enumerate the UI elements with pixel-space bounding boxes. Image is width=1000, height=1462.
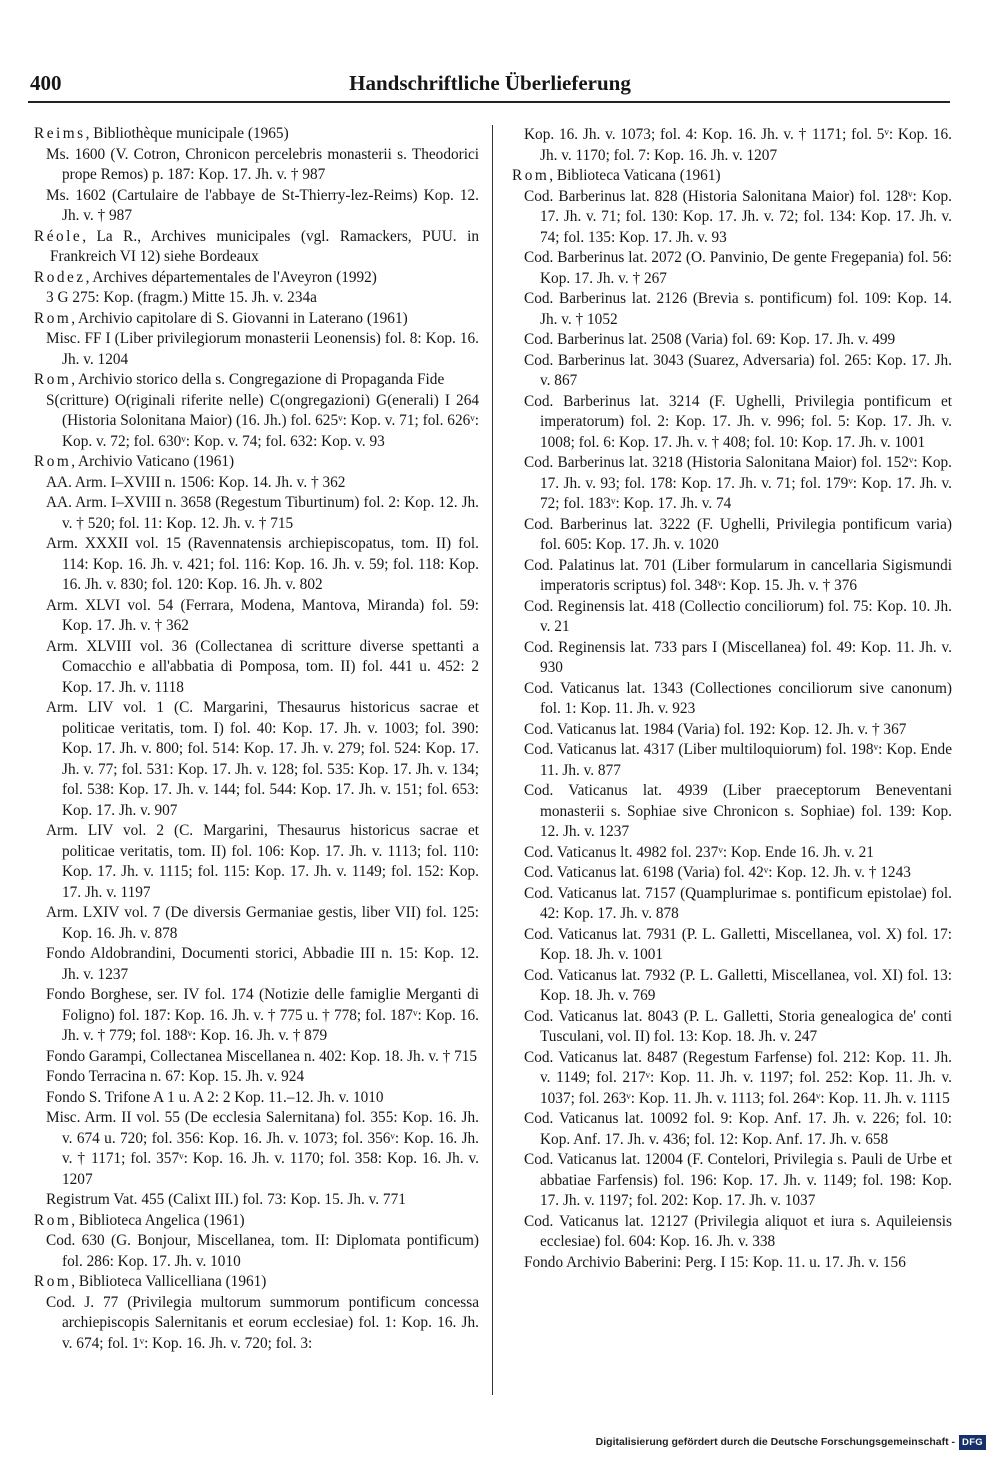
- manuscript-entry: [34, 1108, 479, 1190]
- manuscript-entry: [512, 248, 952, 289]
- entry-text: Ms. 1602 (Cartulaire de l'abbaye de St-Thierry-lez-Reims) Kop. 12. Jh. v. † 987: [46, 186, 479, 224]
- manuscript-entry: [34, 391, 479, 453]
- manuscript-entry: [512, 1048, 952, 1110]
- column-divider: [492, 125, 493, 1395]
- manuscript-entry: [512, 125, 952, 166]
- manuscript-entry: [34, 1190, 479, 1211]
- entry-text: AA. Arm. I–XVIII n. 1506: Kop. 14. Jh. v. † 362: [46, 473, 346, 491]
- manuscript-entry: [34, 944, 479, 985]
- footer: [596, 1432, 986, 1452]
- library-heading: [512, 166, 952, 187]
- entry-text: Cod. Barberinus lat. 2508 (Varia) fol. 69: Kop. 17. Jh. v. 499: [524, 331, 896, 348]
- manuscript-entry: [512, 966, 952, 1007]
- entry-text: Arm. LXIV vol. 7 (De diversis Germaniae gestis, liber VII) fol. 125: Kop. 16. Jh. v. 878: [46, 904, 479, 942]
- library-heading: [34, 268, 479, 289]
- manuscript-entry: [34, 985, 479, 1047]
- manuscript-entry: [512, 1253, 952, 1274]
- entry-text: , Biblioteca Vallicelliana (1961): [71, 1273, 267, 1290]
- entry-text: , Archivio capitolare di S. Giovanni in Laterano (1961): [71, 309, 408, 327]
- city-name: Rodez: [34, 268, 86, 286]
- entry-text: Cod. Vaticanus lat. 1343 (Collectiones conciliorum sive canonum) fol. 1: Kop. 11. Jh. v. 923: [524, 679, 952, 717]
- manuscript-entry: [512, 1212, 952, 1253]
- entry-text: Cod. Vaticanus lat. 7931 (P. L. Galletti, Miscellanea, vol. X) fol. 17: Kop. 18. Jh. v. 1001: [524, 925, 952, 963]
- manuscript-entry: [512, 884, 952, 925]
- manuscript-entry: [34, 493, 479, 534]
- entry-text: Cod. Vaticanus lat. 4317 (Liber multiloquiorum) fol. 198ᵛ: Kop. Ende 11. Jh. v. 877: [524, 741, 952, 779]
- entry-text: Ms. 1600 (V. Cotron, Chronicon percelebris monasterii s. Theodorici prope Remos) p. 187: Kop. 17. Jh. v. † 987: [46, 145, 479, 183]
- manuscript-entry: [512, 720, 952, 741]
- entry-text: Fondo Archivio Baberini: Perg. I 15: Kop. 11. u. 17. Jh. v. 156: [524, 1253, 906, 1271]
- entry-text: Cod. Barberinus lat. 2072 (O. Panvinio, De gente Fregepania) fol. 56: Kop. 17. Jh. v. † 267: [524, 249, 952, 287]
- entry-text: , La R., Archives municipales (vgl. Ramackers, PUU. in Frankreich VI 12) siehe Bordeaux: [50, 227, 479, 265]
- city-name: Rom: [512, 167, 550, 184]
- entry-text: Arm. XXXII vol. 15 (Ravennatensis archiepiscopatus, tom. II) fol. 114: Kop. 16. Jh. v. 421; fol. 116: Kop. 16. Jh. v. 59; fol. 118: Kop. 16. Jh. v. 830; fol. 120: Kop. 16. Jh. v. 802: [46, 535, 479, 593]
- manuscript-entry: [512, 843, 952, 864]
- entry-text: Fondo Terracina n. 67: Kop. 15. Jh. v. 924: [46, 1068, 305, 1085]
- manuscript-entry: [34, 596, 479, 637]
- manuscript-entry: [512, 597, 952, 638]
- entry-text: Fondo Garampi, Collectanea Miscellanea n. 402: Kop. 18. Jh. v. † 715: [46, 1047, 478, 1065]
- page-header: [30, 70, 950, 100]
- entry-text: , Archivio Vaticano (1961): [71, 453, 235, 470]
- entry-text: Arm. LIV vol. 1 (C. Margarini, Thesaurus historicus sacrae et politicae veritatis, tom. I) fol. 40: Kop. 17. Jh. v. 1003; fol. 390: Kop. 17. Jh. v. 800; fol. 514: Kop. 17. Jh. v. 279; fol. 524: Kop. 17. Jh. v. 77; fol. 531: Kop. 17. Jh. v. 128; fol. 535: Kop. 17. Jh. v. 134; fol. 538: Kop. 17. Jh. v. 144; fol. 544: Kop. 17. Jh. v. 151; fol. 653: Kop. 17. Jh. v. 907: [46, 699, 479, 819]
- entry-text: Kop. 16. Jh. v. 1073; fol. 4: Kop. 16. Jh. v. † 1171; fol. 5ᵛ: Kop. 16. Jh. v. 1170; fol. 7: Kop. 16. Jh. v. 1207: [524, 126, 952, 164]
- manuscript-entry: [512, 1007, 952, 1048]
- manuscript-entry: [34, 534, 479, 596]
- entry-text: Cod. Barberinus lat. 2126 (Brevia s. pontificum) fol. 109: Kop. 14. Jh. v. † 1052: [524, 290, 952, 328]
- left-column: [34, 124, 479, 1354]
- entry-text: , Biblioteca Angelica (1961): [71, 1211, 245, 1229]
- manuscript-entry: [512, 187, 952, 249]
- entry-text: AA. Arm. I–XVIII n. 3658 (Regestum Tiburtinum) fol. 2: Kop. 12. Jh. v. † 520; fol. 11: Kop. 12. Jh. v. † 715: [46, 494, 479, 532]
- manuscript-entry: [34, 903, 479, 944]
- entry-text: Cod. Vaticanus lat. 8487 (Regestum Farfense) fol. 212: Kop. 11. Jh. v. 1149; fol. 217ᵛ: Kop. 11. Jh. v. 1197; fol. 252: Kop. 11. Jh. v. 1037; fol. 263ᵛ: Kop. 11. Jh. v. 1113; fol. 264ᵛ: Kop. 11. Jh. v. 1115: [524, 1048, 952, 1107]
- entry-text: Cod. Reginensis lat. 418 (Collectio conciliorum) fol. 75: Kop. 10. Jh. v. 21: [524, 597, 952, 635]
- library-heading: [34, 452, 479, 473]
- city-name: Rom: [34, 371, 72, 388]
- entry-text: Cod. Palatinus lat. 701 (Liber formularum in cancellaria Sigismundi imperatoris scriptus) fol. 348ᵛ: Kop. 15. Jh. v. † 376: [524, 556, 952, 594]
- manuscript-entry: [34, 1067, 479, 1088]
- entry-text: Cod. Vaticanus lat. 1984 (Varia) fol. 192: Kop. 12. Jh. v. † 367: [524, 720, 907, 738]
- entry-text: Cod. Barberinus lat. 828 (Historia Salonitana Maior) fol. 128ᵛ: Kop. 17. Jh. v. 71; fol. 130: Kop. 17. Jh. v. 72; fol. 134: Kop. 17. Jh. v. 74; fol. 135: Kop. 17. Jh. v. 93: [524, 187, 952, 246]
- entry-text: , Biblioteca Vaticana (1961): [549, 167, 721, 184]
- page-number: 400: [30, 71, 62, 95]
- manuscript-entry: [34, 186, 479, 227]
- entry-text: 3 G 275: Kop. (fragm.) Mitte 15. Jh. v. 234a: [46, 289, 317, 306]
- library-heading: [34, 309, 479, 330]
- manuscript-entry: [34, 821, 479, 903]
- entry-text: Cod. Barberinus lat. 3222 (F. Ughelli, Privilegia pontificum varia) fol. 605: Kop. 17. Jh. v. 1020: [524, 515, 952, 553]
- city-name: Reims: [34, 125, 86, 142]
- footer-credit: Digitalisierung gefördert durch die Deutsche Forschungsgemeinschaft -: [595, 1436, 956, 1448]
- dfg-logo: DFG: [959, 1435, 986, 1450]
- entry-text: Arm. XLVIII vol. 36 (Collectanea di scritture diverse spettanti a Comacchio e all'abbatia di Pomposa, tom. II) fol. 441 u. 452: 2 Kop. 17. Jh. v. 1118: [46, 637, 479, 696]
- manuscript-entry: [512, 351, 952, 392]
- entry-text: Fondo Borghese, ser. IV fol. 174 (Notizie delle famiglie Merganti di Foligno) fol. 187: Kop. 16. Jh. v. † 775 u. † 778; fol. 187ᵛ: Kop. 16. Jh. v. † 779; fol. 188ᵛ: Kop. 16. Jh. v. † 879: [46, 986, 479, 1044]
- manuscript-entry: [34, 473, 479, 494]
- manuscript-entry: [512, 638, 952, 679]
- entry-text: Cod. Vaticanus lt. 4982 fol. 237ᵛ: Kop. Ende 16. Jh. v. 21: [524, 843, 874, 861]
- running-title: Handschriftliche Überlieferung: [349, 71, 631, 95]
- entry-text: Arm. XLVI vol. 54 (Ferrara, Modena, Mantova, Miranda) fol. 59: Kop. 17. Jh. v. † 362: [46, 596, 479, 634]
- manuscript-entry: [512, 556, 952, 597]
- manuscript-entry: [34, 329, 479, 370]
- entry-text: Cod. Barberinus lat. 3214 (F. Ughelli, Privilegia pontificum et imperatorum) fol. 2: Kop. 17. Jh. v. 996; fol. 5: Kop. 17. Jh. v. 1008; fol. 6: Kop. 17. Jh. v. † 408; fol. 10: Kop. 17. Jh. v. 1001: [524, 392, 952, 451]
- manuscript-entry: [512, 781, 952, 843]
- library-heading: [34, 1211, 479, 1232]
- entry-text: Cod. J. 77 (Privilegia multorum summorum pontificum concessa archiepiscopis Salernitanis et eorum ecclesiae) fol. 1: Kop. 16. Jh. v. 674; fol. 1ᵛ: Kop. 16. Jh. v. 720; fol. 3:: [46, 1293, 479, 1352]
- manuscript-entry: [512, 1109, 952, 1150]
- entry-text: Cod. Vaticanus lat. 4939 (Liber praeceptorum Beneventani monasterii s. Sophiae sive Chronicon s. Sophiae) fol. 139: Kop. 12. Jh. v. 1237: [524, 782, 952, 840]
- manuscript-entry: [512, 679, 952, 720]
- entry-text: Cod. Vaticanus lat. 6198 (Varia) fol. 42ᵛ: Kop. 12. Jh. v. † 1243: [524, 864, 911, 881]
- entry-text: Cod. Vaticanus lat. 7932 (P. L. Galletti, Miscellanea, vol. XI) fol. 13: Kop. 18. Jh. v. 769: [524, 966, 952, 1004]
- entry-text: Fondo Aldobrandini, Documenti storici, Abbadie III n. 15: Kop. 12. Jh. v. 1237: [46, 945, 479, 983]
- entry-text: , Archivio storico della s. Congregazione di Propaganda Fide: [71, 371, 445, 388]
- entry-text: Cod. Barberinus lat. 3218 (Historia Salonitana Maior) fol. 152ᵛ: Kop. 17. Jh. v. 93; fol. 178: Kop. 17. Jh. v. 71; fol. 179ᵛ: Kop. 17. Jh. v. 72; fol. 183ᵛ: Kop. 17. Jh. v. 74: [524, 454, 952, 512]
- manuscript-entry: [34, 698, 479, 821]
- entry-text: Cod. Vaticanus lat. 12004 (F. Contelori, Privilegia s. Pauli de Urbe et abbatiae Farfensis) fol. 196: Kop. 17. Jh. v. 1149; fol. 198: Kop. 17. Jh. v. 1197; fol. 202: Kop. 17. Jh. v. 1037: [524, 1151, 952, 1209]
- library-heading: [34, 1272, 479, 1293]
- entry-text: Cod. Barberinus lat. 3043 (Suarez, Adversaria) fol. 265: Kop. 17. Jh. v. 867: [524, 351, 952, 389]
- entry-text: Cod. Reginensis lat. 733 pars I (Miscellanea) fol. 49: Kop. 11. Jh. v. 930: [524, 638, 952, 676]
- entry-text: Cod. 630 (G. Bonjour, Miscellanea, tom. II: Diplomata pontificum) fol. 286: Kop. 17. Jh. v. 1010: [46, 1232, 479, 1270]
- manuscript-entry: [34, 1088, 479, 1109]
- manuscript-entry: [512, 289, 952, 330]
- entry-text: S(critture) O(riginali riferite nelle) C(ongregazioni) G(enerali) I 264 (Historia Solonitana Maior) (16. Jh.) fol. 625ᵛ: Kop. v. 71; fol. 626ᵛ: Kop. v. 72; fol. 630ᵛ: Kop. v. 74; fol. 632: Kop. v. 93: [46, 391, 479, 450]
- entry-text: Cod. Vaticanus lat. 7157 (Quamplurimae s. pontificum epistolae) fol. 42: Kop. 17. Jh. v. 878: [524, 884, 952, 922]
- entry-text: Cod. Vaticanus lat. 12127 (Privilegia aliquot et iura s. Aquileiensis ecclesiae) fol. 604: Kop. 16. Jh. v. 338: [524, 1212, 952, 1250]
- manuscript-entry: [512, 863, 952, 884]
- city-name: Rom: [34, 1273, 72, 1290]
- manuscript-entry: [512, 515, 952, 556]
- entry-text: , Bibliothèque municipale (1965): [85, 125, 289, 142]
- entry-text: Fondo S. Trifone A 1 u. A 2: 2 Kop. 11.–12. Jh. v. 1010: [46, 1088, 384, 1106]
- manuscript-entry: [34, 1231, 479, 1272]
- library-heading: [34, 227, 479, 268]
- library-heading: [34, 124, 479, 145]
- manuscript-entry: [512, 392, 952, 454]
- manuscript-entry: [512, 330, 952, 351]
- entry-text: Misc. FF I (Liber privilegiorum monasterii Leonensis) fol. 8: Kop. 16. Jh. v. 1204: [46, 330, 479, 368]
- entry-text: Misc. Arm. II vol. 55 (De ecclesia Salernitana) fol. 355: Kop. 16. Jh. v. 674 u. 720; fol. 356: Kop. 16. Jh. v. 1073; fol. 356ᵛ: Kop. 16. Jh. v. † 1171; fol. 357ᵛ: Kop. 16. Jh. v. 1170; fol. 358: Kop. 16. Jh. v. 1207: [46, 1109, 479, 1188]
- manuscript-entry: [34, 288, 479, 309]
- entry-text: Cod. Vaticanus lat. 8043 (P. L. Galletti, Storia genealogica de' conti Tusculani, vol. II) fol. 13: Kop. 18. Jh. v. 247: [524, 1007, 952, 1045]
- entry-text: , Archives départementales de l'Aveyron (1992): [85, 268, 377, 286]
- city-name: Rom: [34, 1211, 72, 1229]
- manuscript-entry: [34, 145, 479, 186]
- manuscript-entry: [512, 453, 952, 515]
- library-heading: [34, 370, 479, 391]
- manuscript-entry: [512, 925, 952, 966]
- manuscript-entry: [512, 1150, 952, 1212]
- city-name: Rom: [34, 453, 72, 470]
- header-rule: [28, 101, 950, 103]
- entry-text: Registrum Vat. 455 (Calixt III.) fol. 73: Kop. 15. Jh. v. 771: [46, 1191, 406, 1208]
- city-name: Rom: [34, 309, 72, 327]
- entry-text: Cod. Vaticanus lat. 10092 fol. 9: Kop. Anf. 17. Jh. v. 226; fol. 10: Kop. Anf. 17. Jh. v. 436; fol. 12: Kop. Anf. 17. Jh. v. 658: [524, 1110, 952, 1148]
- entry-text: Arm. LIV vol. 2 (C. Margarini, Thesaurus historicus sacrae et politicae veritatis, tom. II) fol. 106: Kop. 17. Jh. v. 1113; fol. 110: Kop. 17. Jh. v. 1115; fol. 115: Kop. 17. Jh. v. 1149; fol. 152: Kop. 17. Jh. v. 1197: [46, 822, 479, 901]
- city-name: Réole: [34, 227, 83, 245]
- manuscript-entry: [34, 1047, 479, 1068]
- manuscript-entry: [34, 637, 479, 699]
- manuscript-entry: [34, 1293, 479, 1355]
- manuscript-entry: [512, 740, 952, 781]
- right-column: [512, 125, 952, 1273]
